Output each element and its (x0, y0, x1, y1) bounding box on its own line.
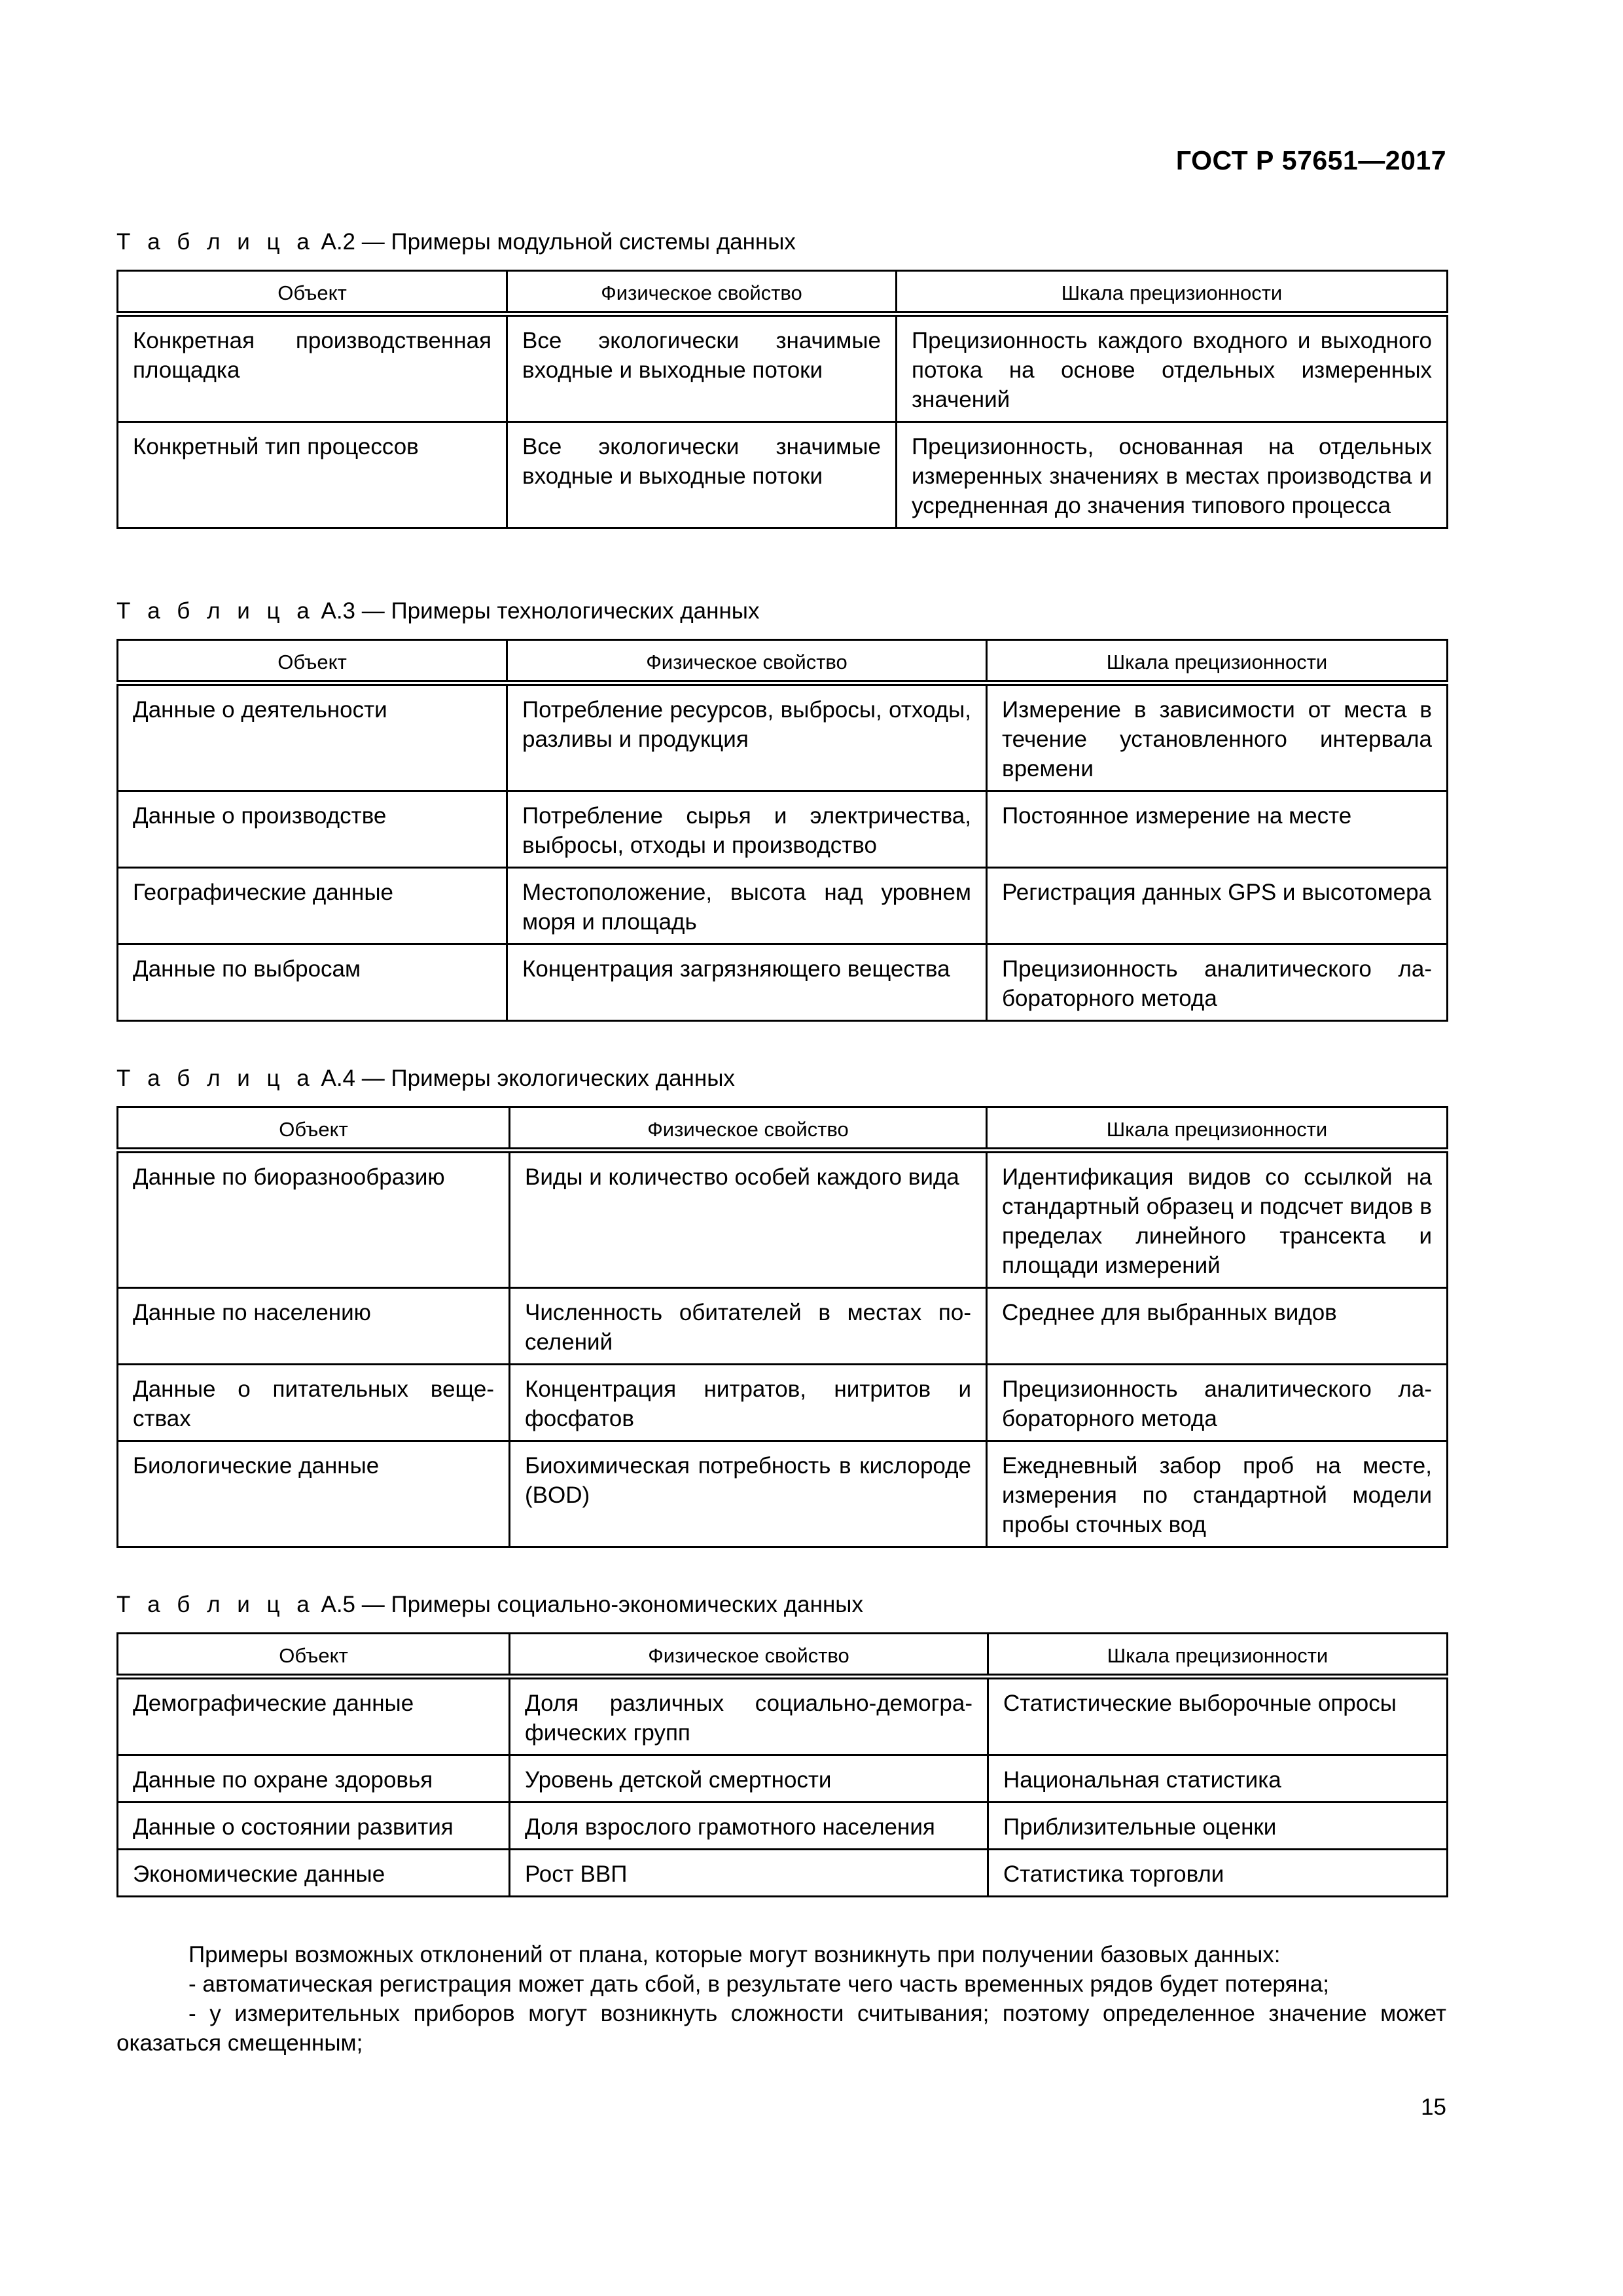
table-row (118, 1288, 1448, 1365)
table-title: А.5 — Примеры социально-экономических данных (321, 1592, 863, 1617)
table-row (118, 1677, 1448, 1755)
cell-precision: Постоянное измерение на месте (987, 791, 1448, 868)
cell-precision: Ежедневный забор проб на месте, измерения по стандартной модели пробы сточных вод (987, 1441, 1448, 1547)
cell-precision: Статистика торговли (988, 1850, 1448, 1897)
table-row (118, 1755, 1448, 1803)
table-row (118, 868, 1448, 944)
body-list-item: - автоматическая регистрация может дать сбой, в результате чего часть временных рядов будет потеряна; (188, 1971, 1329, 1997)
table-a4-caption (116, 1066, 735, 1092)
column-header-property: Физическое свойство (510, 1634, 988, 1677)
table-row (118, 791, 1448, 868)
table-row (118, 1151, 1448, 1288)
cell-property: Доля различных социально-демографических групп (510, 1677, 988, 1755)
column-header-object: Объект (118, 640, 507, 683)
table-header-row (118, 640, 1448, 683)
cell-object: Данные о производстве (118, 791, 507, 868)
cell-property: Биохимическая потребность в кислороде (BOD) (510, 1441, 987, 1547)
cell-precision: Прецизионность каждого входного и выходного потока на основе отдельных измеренных значений (897, 314, 1448, 422)
cell-precision: Приблизительные оценки (988, 1803, 1448, 1850)
cell-object: Экономические данные (118, 1850, 510, 1897)
table-title: А.3 — Примеры технологических данных (321, 598, 760, 624)
table-a2 (116, 270, 1448, 529)
cell-precision: Идентификация видов со ссылкой на стандартный образец и подсчет видов в пределах линейного трансекта и площади измерений (987, 1151, 1448, 1288)
cell-precision: Прецизионность, основанная на отдельных измеренных значениях в местах производства и усредненная до значения типового процесса (897, 422, 1448, 528)
cell-property: Местоположение, высота над уровнем моря и площадь (507, 868, 987, 944)
column-header-object: Объект (118, 1634, 510, 1677)
table-header-row (118, 1107, 1448, 1151)
cell-property: Все экологически значимые входные и выходные потоки (507, 314, 897, 422)
cell-precision: Среднее для выбранных видов (987, 1288, 1448, 1365)
table-row (118, 683, 1448, 791)
table-title: А.2 — Примеры модульной системы данных (321, 229, 796, 255)
cell-precision: Национальная статистика (988, 1755, 1448, 1803)
cell-property: Рост ВВП (510, 1850, 988, 1897)
cell-property: Потребление ресурсов, выбросы, отходы, разливы и продукция (507, 683, 987, 791)
table-a5-caption (116, 1592, 863, 1618)
column-header-precision: Шкала прецизионности (987, 1107, 1448, 1151)
cell-object: Данные о состоянии развития (118, 1803, 510, 1850)
cell-object: Данные о деятельности (118, 683, 507, 791)
cell-property: Численность обитателей в местах поселений (510, 1288, 987, 1365)
cell-property: Уровень детской смертности (510, 1755, 988, 1803)
cell-property: Доля взрослого грамотного населения (510, 1803, 988, 1850)
cell-precision: Регистрация данных GPS и высотомера (987, 868, 1448, 944)
table-label: Т а б л и ц а (116, 1592, 315, 1617)
column-header-property: Физическое свойство (507, 640, 987, 683)
column-header-precision: Шкала прецизионности (987, 640, 1448, 683)
cell-precision: Прецизионность аналитического лабораторного метода (987, 1365, 1448, 1441)
table-row (118, 1850, 1448, 1897)
cell-precision: Прецизионность аналитического лабораторного метода (987, 944, 1448, 1021)
cell-object: Биологические данные (118, 1441, 510, 1547)
cell-object: Данные о питательных веществах (118, 1365, 510, 1441)
cell-property: Все экологически значимые входные и выходные потоки (507, 422, 897, 528)
table-label: Т а б л и ц а (116, 598, 315, 624)
table-label: Т а б л и ц а (116, 1066, 315, 1091)
table-row (118, 314, 1448, 422)
cell-precision: Измерение в зависимости от места в течение установленного интервала времени (987, 683, 1448, 791)
column-header-object: Объект (118, 271, 507, 314)
cell-object: Данные по биоразнообразию (118, 1151, 510, 1288)
table-label: Т а б л и ц а (116, 229, 315, 255)
table-header-row (118, 1634, 1448, 1677)
cell-object: Данные по выбросам (118, 944, 507, 1021)
cell-object: Конкретный тип процессов (118, 422, 507, 528)
cell-object: Данные по охране здоровья (118, 1755, 510, 1803)
table-row (118, 1365, 1448, 1441)
cell-object: Географические данные (118, 868, 507, 944)
cell-property: Концентрация загрязняющего вещества (507, 944, 987, 1021)
table-row (118, 422, 1448, 528)
cell-object: Демографические данные (118, 1677, 510, 1755)
column-header-property: Физическое свойство (510, 1107, 987, 1151)
cell-property: Потребление сырья и электричества, выбросы, отходы и производство (507, 791, 987, 868)
document-code: ГОСТ Р 57651—2017 (1175, 145, 1446, 175)
table-header-row (118, 271, 1448, 314)
cell-property: Виды и количество особей каждого вида (510, 1151, 987, 1288)
cell-precision: Статистические выборочные опросы (988, 1677, 1448, 1755)
cell-property: Концентрация нитратов, нитритов и фосфатов (510, 1365, 987, 1441)
column-header-property: Физическое свойство (507, 271, 897, 314)
table-row (118, 944, 1448, 1021)
table-title: А.4 — Примеры экологических данных (321, 1066, 735, 1091)
table-a3 (116, 639, 1448, 1022)
table-a2-caption (116, 229, 796, 255)
cell-object: Конкретная производственная площадка (118, 314, 507, 422)
table-row (118, 1441, 1448, 1547)
page-number: 15 (1421, 2094, 1446, 2120)
column-header-object: Объект (118, 1107, 510, 1151)
table-a4 (116, 1106, 1448, 1548)
table-a5 (116, 1632, 1448, 1897)
column-header-precision: Шкала прецизионности (988, 1634, 1448, 1677)
cell-object: Данные по населению (118, 1288, 510, 1365)
table-row (118, 1803, 1448, 1850)
body-list-item: - у измерительных приборов могут возникнуть сложности считывания; поэтому определенное значение может оказаться смещенным; (116, 2001, 1446, 2056)
table-a3-caption (116, 598, 759, 624)
body-text (116, 1940, 1446, 2058)
body-paragraph-intro: Примеры возможных отклонений от плана, которые могут возникнуть при получении базовых данных: (188, 1942, 1281, 1967)
column-header-precision: Шкала прецизионности (897, 271, 1448, 314)
